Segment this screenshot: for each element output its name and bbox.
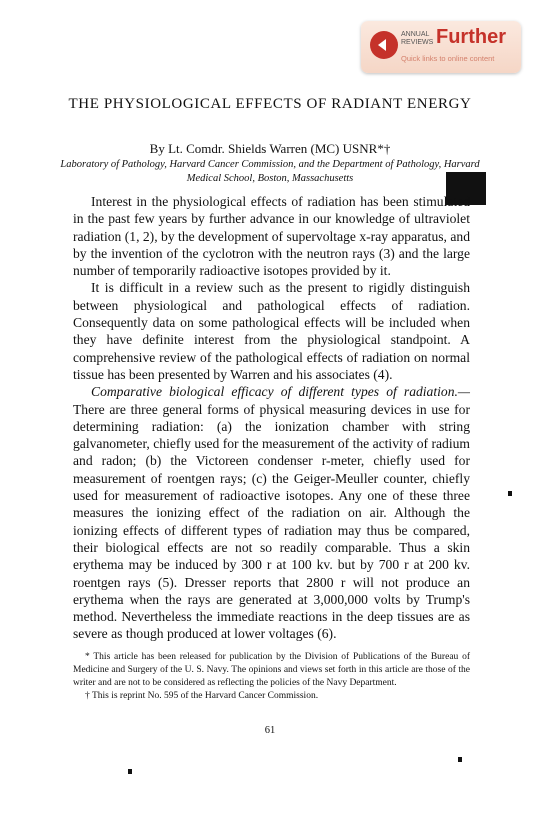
paragraph-1: Interest in the physiological effects of radiation has been stimulated in the past few years by further advance in our knowledge of ultraviolet radiation (1, 2), by the development of supervoltage x-ray apparatus, and by the invention of the cyclotron with the neutron rays (3) and the large number of temporarily radioactive isotopes provided by it. [73,194,470,279]
paragraph-2: It is difficult in a review such as the present to rigidly distinguish between physiological and pathological effects of radiation. Consequently data on some pathological effects will be included when they have definite interest from the physiological standpoint. A comprehensive review of the pathological effects of radiation on normal tissue has been presented by Warren and his associates (4). [73,280,470,382]
back-arrow-icon [370,31,398,59]
scan-speck [458,757,462,762]
publisher-line2: REVIEWS [401,39,434,46]
footnote-2: † This is reprint No. 595 of the Harvard Cancer Commission. [85,691,319,701]
further-title: Further [436,26,506,48]
article-title: THE PHYSIOLOGICAL EFFECTS OF RADIANT ENERGY [68,96,472,112]
paragraph-3-text: There are three general forms of physical measuring devices in use for determining radiation: (a) the ionization chamber with string galvanometer, chiefly used for the measurement of the activity of radium and radon; (b) the Victoreen condenser r-meter, chiefly used for measurement of roentgen rays; (c) the Geiger-Meuller counter, chiefly used for measurement of radioactive isotopes. Any one of these three measures the ionizing effect of the radiation on air. Although the ionizing effects of different types of radiation may thus be compared, their biological effects are not so readily comparable. Thus a skin erythema may be induced by 300 r at 100 kv. but by 700 r at 200 kv. roentgen rays (5). Dresser reports that 2800 r will not produce an erythema when the rays are generated at 3,000,000 volts by Trump's method. Nevertheless the immediate reactions in the deep tissues are as severe as though produced at lower voltages (6). [73,401,470,642]
article-body [73,193,470,643]
scan-speck [508,491,512,496]
further-subtitle: Quick links to online content [401,54,495,63]
page-number: 61 [264,725,276,736]
article-affiliation: Laboratory of Pathology, Harvard Cancer Commission, and the Department of Pathology, Harvard Medical School, Boston, Massachusetts [60,159,480,184]
section-heading: Comparative biological efficacy of different types of radiation.— [91,384,470,400]
publisher-line1: ANNUAL [401,31,430,38]
scan-speck [128,769,132,774]
further-banner[interactable] [361,21,521,73]
annual-reviews-logo [401,31,433,47]
footnotes [73,651,470,703]
footnote-1: * This article has been released for publication by the Division of Publications of the Bureau of Medicine and Surgery of the U. S. Navy. The opinions and views set forth in this article are those of the writer and are not to be considered as reflecting the policies of the Navy Department. [73,652,470,688]
article-author: By Lt. Comdr. Shields Warren (MC) USNR*† [149,141,391,156]
paragraph-3 [73,383,470,642]
